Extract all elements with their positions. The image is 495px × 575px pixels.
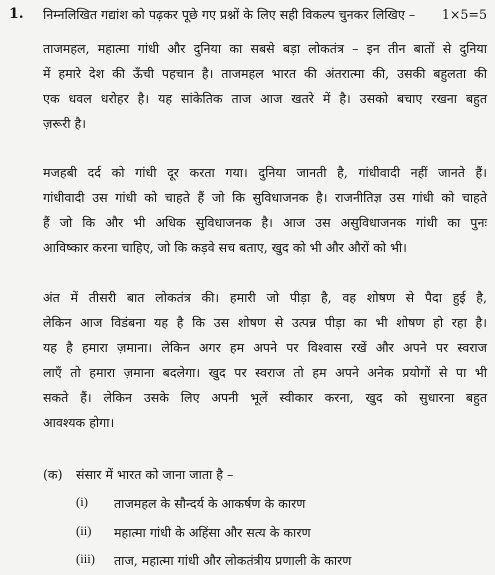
passage-line: आविष्कार करना चाहिए, जो कि कड़वे सच बताए, खुद को भी और औरों को भी।: [43, 240, 407, 255]
passage-line: लाएँ तो हमारा ज़माना बदलेगा। खुद पर स्वराज तो हम अपने अनेक प्रयोगों से पा भी: [43, 365, 487, 380]
passage-line: आवश्यक होगा।: [43, 415, 115, 430]
option-number: (i): [76, 495, 88, 509]
question-marks: 1×5=5: [441, 7, 487, 22]
sub-question-text: संसार में भारत को जाना जाता है –: [76, 467, 234, 482]
passage-paragraph-2: [43, 160, 487, 260]
passage-paragraph-3: [43, 285, 487, 435]
option-text: ताज, महात्मा गांधी और लोकतंत्रीय प्रणाली के कारण: [114, 553, 352, 568]
passage-paragraph-1: [43, 36, 487, 136]
passage-line: एक धवल धरोहर है। यह सांकेतिक ताज आज खतरे में है। उसको बचाए रखना बहुत: [43, 91, 487, 106]
passage-line: ताजमहल, महात्मा गांधी और दुनिया का सबसे बड़ा लोकतंत्र – इन तीन बातों से दुनिया: [43, 41, 487, 56]
passage-line: लेकिन आज विडंबना यह है कि उस शोषण से उत्पन्न पीड़ा का भी शोषण हो रहा है।: [43, 315, 487, 330]
passage-line: मजहबी दर्द को गांधी दूर करता गया। दुनिया जानती है, गांधीवादी नहीं जानते हैं।: [43, 165, 487, 180]
sub-question-label: (क): [43, 467, 63, 482]
option-text: महात्मा गांधी के अहिंसा और सत्य के कारण: [114, 525, 311, 540]
question-number: 1.: [9, 6, 24, 22]
passage-line: गांधीवादी उस गांधी को चाहते हैं जो कि सुविधाजनक है। राजनीतिज्ञ उस गांधी को चाहते: [43, 190, 487, 205]
option-number: (ii): [76, 524, 92, 538]
passage-line: यह है हमारा ज़माना। लेकिन अगर हम अपने पर विश्वास रखें और अपने पर स्वराज: [43, 340, 487, 355]
passage-line: सकते हैं। लेकिन उसके लिए अपनी भूलें स्वीकार करना, खुद को सुधारना बहुत: [43, 390, 487, 405]
passage-line: अंत में तीसरी बात लोकतंत्र की। हमारी जो पीड़ा है, वह शोषण से पैदा हुई है,: [43, 290, 487, 305]
question-instruction: निम्नलिखित गद्यांश को पढ़कर पूछे गए प्रश्नों के लिए सही विकल्प चुनकर लिखिए –: [43, 7, 416, 22]
passage-line: ज़रूरी है।: [43, 116, 87, 131]
passage-line: हैं जो कि और भी अधिक सुविधाजनक है। आज उस असुविधाजनक गांधी का पुनः: [43, 215, 487, 230]
option-number: (iii): [76, 552, 95, 566]
passage-line: में हमारे देश की ऊँची पहचान है। ताजमहल भारत की अंतरात्मा की, उसकी बहुलता की: [43, 66, 487, 81]
option-text: ताजमहल के सौन्दर्य के आकर्षण के कारण: [114, 496, 306, 511]
